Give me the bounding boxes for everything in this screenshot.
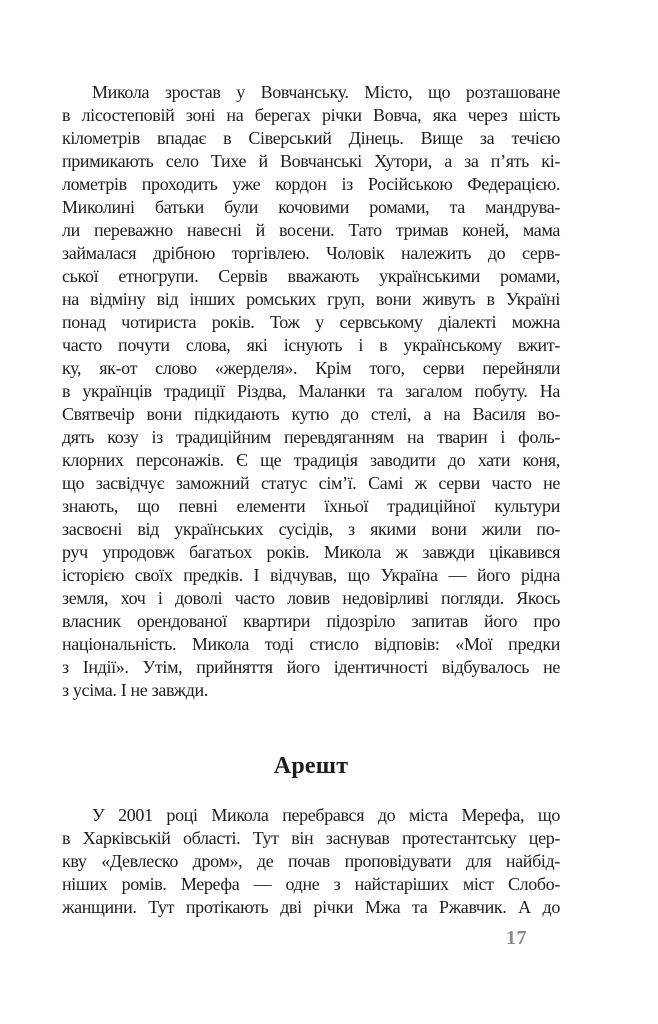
paragraph-line: лометрів проходить уже кордон із Російською Федерацією. <box>62 174 560 194</box>
paragraph-line: часто почути слова, які існують і в українському вжит- <box>62 335 560 355</box>
paragraph-line: клорних персонажів. Є ще традиція заводити до хати коня, <box>62 450 560 470</box>
paragraph-line: в Харківській області. Тут він заснував протестантську цер- <box>62 828 560 848</box>
paragraph-line: кву «Девлеско дром», де почав проповідувати для найбід- <box>62 851 560 871</box>
paragraph-line: Миколині батьки були кочовими ромами, та мандрува- <box>62 197 560 217</box>
page-number: 17 <box>506 927 527 949</box>
paragraph-line: знають, що певні елементи їхньої традиційної культури <box>62 496 560 516</box>
paragraph-line: дять козу із традиційним перевдяганням на тварин і фоль- <box>62 427 560 447</box>
paragraph-line: в українців традиції Різдва, Маланки та загалом побуту. На <box>62 381 560 401</box>
chapter-heading: Арешт <box>273 753 349 779</box>
paragraph-line: земля, хоч і доволі часто ловив недовірливі погляди. Якось <box>62 588 560 608</box>
paragraph-line: на відміну від інших ромських груп, вони живуть в Україні <box>62 289 560 309</box>
text-block <box>62 81 560 919</box>
paragraph-line: жанщини. Тут протікають дві річки Мжа та Ржавчик. А до <box>62 897 560 917</box>
paragraph-line: історією своїх предків. І відчував, що Україна — його рідна <box>62 565 560 585</box>
paragraph-line: з Індії». Утім, прийняття його ідентичності відбувалось не <box>62 657 560 677</box>
paragraph-line: кілометрів впадає в Сіверський Дінець. Вище за течією <box>62 128 560 148</box>
paragraph-line: ської етногрупи. Сервів вважають українськими ромами, <box>62 266 560 286</box>
paragraph-line: з усіма. І не завжди. <box>62 680 208 700</box>
paragraph-line: ніших ромів. Мерефа — одне з найстаріших міст Слобо- <box>62 874 560 894</box>
paragraph-line: понад чотириста років. Тож у сервському діалекті можна <box>62 312 560 332</box>
paragraph-line: ку, як-от слово «жерделя». Крім того, серви перейняли <box>62 358 560 378</box>
paragraph-line: засвоєні від українських сусідів, з якими вони жили по- <box>62 519 560 539</box>
paragraph-line: національність. Микола тоді стисло відповів: «Мої предки <box>62 634 560 654</box>
paragraph-line: руч упродовж багатьох років. Микола ж завжди цікавився <box>62 542 560 562</box>
paragraph-line: займалася дрібною торгівлею. Чоловік належить до серв- <box>62 243 560 263</box>
paragraph-line: Микола зростав у Вовчанську. Місто, що розташоване <box>92 82 560 102</box>
paragraph-two <box>62 804 560 919</box>
paragraph-line: ли переважно навесні й восени. Тато тримав коней, мама <box>62 220 560 240</box>
paragraph-line: У 2001 році Микола перебрався до міста Мерефа, що <box>92 805 560 825</box>
paragraph-line: в лісостеповій зоні на берегах річки Вовча, яка через шість <box>62 105 560 125</box>
paragraph-one <box>62 81 560 702</box>
paragraph-line: примикають село Тихе й Вовчанські Хутори, а за п’ять кі- <box>62 151 560 171</box>
paragraph-line: Святвечір вони підкидають кутю до стелі, а на Василя во- <box>62 404 560 424</box>
paragraph-line: власник орендованої квартири підозріло запитав його про <box>62 611 560 631</box>
paragraph-line: що засвідчує заможний статус сім’ї. Самі ж серви часто не <box>62 473 560 493</box>
